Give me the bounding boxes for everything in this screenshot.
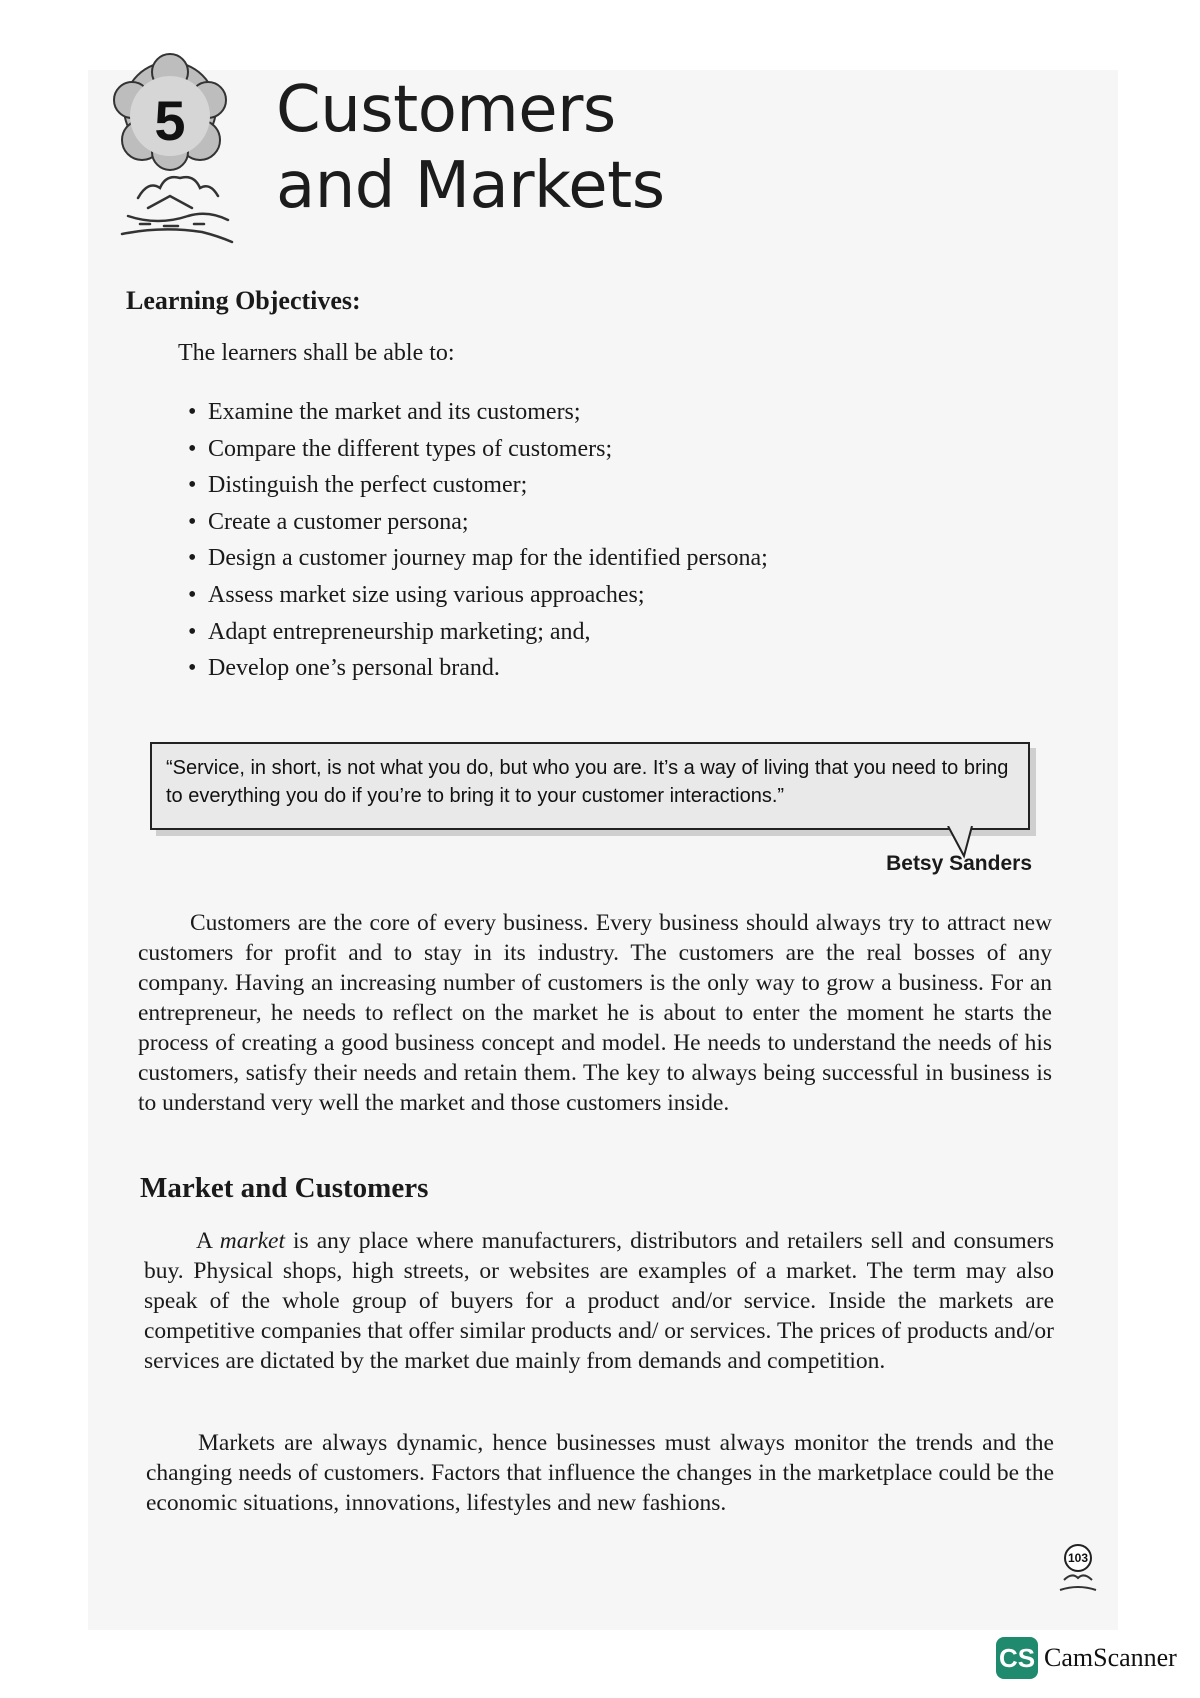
camscanner-watermark	[996, 1636, 1177, 1680]
list-item: • Develop one’s personal brand.	[188, 650, 768, 687]
list-item: • Compare the different types of customers;	[188, 431, 768, 468]
camscanner-logo-icon: CS	[996, 1637, 1038, 1679]
chapter-number: 5	[154, 89, 186, 152]
list-item: • Adapt entrepreneurship marketing; and,	[188, 614, 768, 651]
section-heading: Market and Customers	[140, 1172, 429, 1204]
intro-paragraph: Customers are the core of every business. Every business should always try to attract new customers for profit and to stay in its industry. The customers are the real bosses of any company. Having an increasing number of customers is the only way to grow a business. For an entrepreneur, he needs to reflect on the market he is about to enter the moment he starts the process of creating a good business concept and model. He needs to understand the needs of his customers, satisfy their needs and retain them. The key to always being successful in business is to understand very well the market and those customers inside.	[138, 910, 1052, 1116]
page-number: 103	[1067, 1551, 1089, 1565]
chapter-title-line-2: and Markets	[276, 149, 665, 223]
paragraph-lead: A	[196, 1228, 220, 1254]
list-item: • Create a customer persona;	[188, 504, 768, 541]
chapter-badge	[108, 48, 246, 248]
chapter-title	[276, 72, 665, 224]
list-item: • Design a customer journey map for the identified persona;	[188, 540, 768, 577]
quote-box: “Service, in short, is not what you do, but who you are. It’s a way of living that you need to bring to everything you do if you’re to bring it to your customer interactions.”	[150, 742, 1030, 830]
paragraph-rest: is any place where manufacturers, distributors and retailers sell and consumers buy. Physical shops, high streets, or websites are examples of a market. The term may also speak of the whole group of buyers for a product and/or service. Inside the markets are competitive companies that offer similar products and/ or services. The prices of products and/or services are dictated by the market due mainly from demands and competition.	[144, 1228, 1054, 1374]
market-term: market	[219, 1228, 285, 1254]
learning-objectives-list	[188, 394, 768, 687]
market-dynamics-paragraph: Markets are always dynamic, hence businesses must always monitor the trends and the changing needs of customers. Factors that influence the changes in the marketplace could be the economic situations, innovations, lifestyles and new fashions.	[146, 1430, 1054, 1516]
list-item: • Examine the market and its customers;	[188, 394, 768, 431]
list-item: • Assess market size using various approaches;	[188, 577, 768, 614]
page-number-badge	[1054, 1542, 1102, 1598]
market-definition-paragraph	[144, 1226, 1054, 1376]
chapter-title-line-1: Customers	[276, 73, 616, 147]
learning-objectives-intro: The learners shall be able to:	[178, 340, 455, 366]
quote-author: Betsy Sanders	[886, 852, 1032, 875]
list-item: • Distinguish the perfect customer;	[188, 467, 768, 504]
watermark-text: CamScanner	[1044, 1643, 1177, 1672]
learning-objectives-heading: Learning Objectives:	[126, 286, 361, 315]
